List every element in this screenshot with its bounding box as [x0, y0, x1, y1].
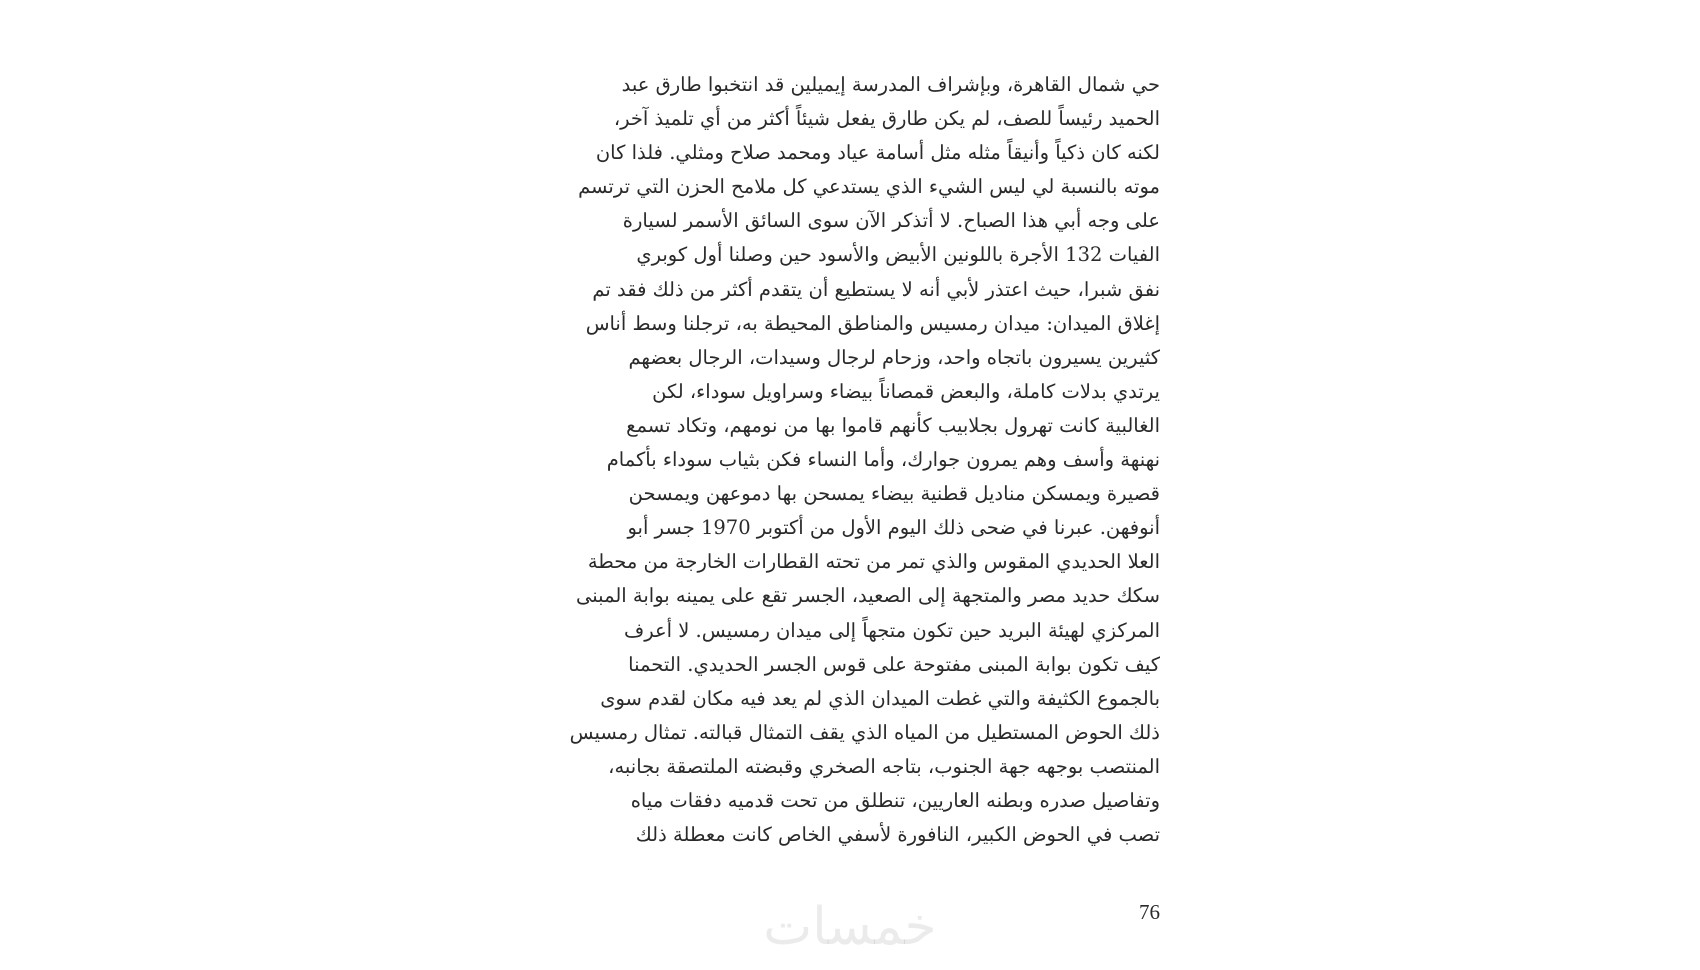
text-line: نفق شبرا، حيث اعتذر لأبي أنه لا يستطيع أن يتقدم أكثر من ذلك فقد تم	[592, 277, 1160, 301]
text-line: الحميد رئيساً للصف، لم يكن طارق يفعل شيئاً أكثر من أي تلميذ آخر،	[613, 107, 1160, 131]
text-line: أنوفهن. عبرنا في ضحى ذلك اليوم الأول من أكتوبر 1970 جسر أبو	[627, 516, 1160, 540]
text-line: بالجموع الكثيفة والتي غطت الميدان الذي لم يعد فيه مكان لقدم سوى	[600, 686, 1160, 710]
text-line: العلا الحديدي المقوس والذي تمر من تحته القطارات الخارجة من محطة	[587, 550, 1160, 574]
text-line: قصيرة ويمسكن مناديل قطنية بيضاء يمسحن بها دموعهن ويمسحن	[628, 482, 1160, 506]
text-line: سكك حديد مصر والمتجهة إلى الصعيد، الجسر تقع على يمينه بوابة المبنى	[576, 584, 1160, 608]
text-line: الفيات 132 الأجرة باللونين الأبيض والأسود حين وصلنا أول كوبري	[636, 243, 1160, 267]
text-line: حي شمال القاهرة، وبإشراف المدرسة إيميلين قد انتخبوا طارق عبد	[621, 73, 1160, 96]
text-line: يرتدي بدلات كاملة، والبعض قمصاناً بيضاء وسراويل سوداء، لكن	[652, 379, 1160, 403]
text-line: تصب في الحوض الكبير، النافورة لأسفي الخاص كانت معطلة ذلك	[635, 823, 1160, 847]
watermark-logo: خمسات	[763, 897, 937, 957]
text-line: موته بالنسبة لي ليس الشيء الذي يستدعي كل ملامح الحزن التي ترتسم	[578, 175, 1160, 199]
text-line: نهنهة وأسف وهم يمرون جوارك، وأما النساء فكن بثياب سوداء بأكمام	[606, 448, 1160, 472]
text-line: إغلاق الميدان: ميدان رمسيس والمناطق المحيطة به، ترجلنا وسط أناس	[585, 311, 1160, 335]
text-line: كثيرين يسيرون باتجاه واحد، وزحام لرجال وسيدات، الرجال بعضهم	[628, 345, 1160, 369]
text-line: كيف تكون بوابة المبنى مفتوحة على قوس الجسر الحديدي. التحمنا	[628, 652, 1160, 676]
text-line: الغالبية كانت تهرول بجلابيب كأنهم قاموا بها من نومهم، وتكاد تسمع	[626, 413, 1160, 437]
text-line: المنتصب بوجهه جهة الجنوب، بتاجه الصخري وقبضته الملتصقة بجانبه،	[608, 754, 1160, 778]
text-line: المركزي لهيئة البريد حين تكون متجهاً إلى ميدان رمسيس. لا أعرف	[624, 618, 1160, 642]
text-line: على وجه أبي هذا الصباح. لا أتذكر الآن سوى السائق الأسمر لسيارة	[622, 209, 1160, 233]
text-line: وتفاصيل صدره وبطنه العاريين، تنطلق من تحت قدميه دفقات مياه	[630, 788, 1160, 812]
text-line: لكنه كان ذكياً وأنيقاً مثله مثل أسامة عياد ومحمد صلاح ومثلي. فلذا كان	[595, 141, 1160, 165]
page-number: 76	[1139, 900, 1160, 924]
text-line: ذلك الحوض المستطيل من المياه الذي يقف التمثال قبالته. تمثال رمسيس	[569, 720, 1160, 744]
page-body-text	[514, 68, 1160, 852]
